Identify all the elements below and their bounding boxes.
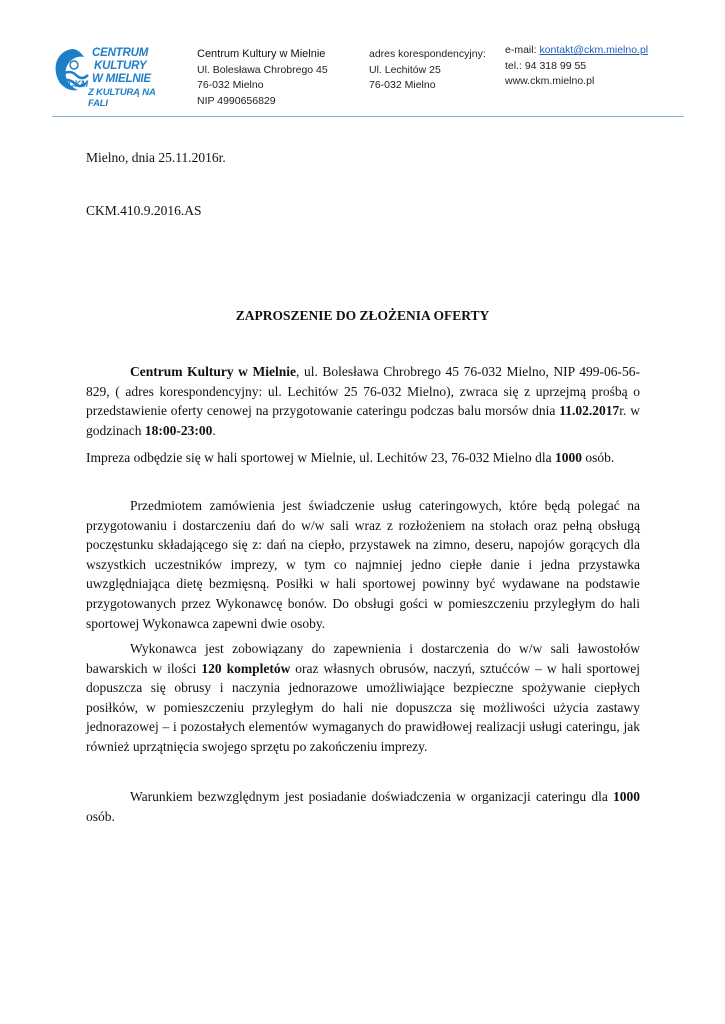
guest-count: 1000: [555, 450, 583, 465]
org-name-bold: Centrum Kultury w Mielnie: [130, 364, 296, 379]
org-street: Ul. Bolesława Chrobrego 45: [197, 63, 328, 76]
logo-slogan: Z KULTURĄ NA FALI: [88, 87, 156, 109]
email-line: [505, 43, 648, 59]
org-address: [197, 47, 328, 109]
corr-city: 76-032 Mielno: [369, 79, 436, 91]
email-link[interactable]: kontakt@ckm.mielno.pl: [539, 44, 649, 56]
experience-count: 1000: [613, 789, 640, 804]
logo-line-3: W MIELNIE: [92, 73, 151, 85]
paragraph-5-text-2: osób.: [86, 808, 115, 824]
email-label: e-mail:: [505, 44, 540, 56]
org-name: Centrum Kultury w Mielnie: [197, 48, 326, 60]
paragraph-4: [86, 639, 640, 757]
contact-info: [505, 43, 648, 90]
corr-street: Ul. Lechitów 25: [369, 63, 441, 76]
paragraph-4-text-2: oraz własnych obrusów, naczyń, sztućców – w hali sportowej dopuszcza się obrusy i naczynia jednorazowe umożliwiające bezpieczne spożywanie ciepłych posiłków, w pomieszczeniu przyległym do hali nie dopuszcza się możliwości użycia zastawy jednorazowej – i pozostałych elementów wymaganych do prawidłowej realizacji usługi cateringu, jak również uprzątnięcia swojego sprzętu po zakończeniu imprezy.: [86, 660, 640, 754]
event-date: 11.02.2017: [559, 403, 620, 419]
paragraph-2-text-2: osób.: [582, 450, 615, 465]
org-nip: NIP 4990656829: [197, 94, 276, 107]
phone: tel.: 94 318 99 55: [505, 59, 587, 72]
set-count: 120 kompletów: [201, 660, 291, 676]
website: www.ckm.mielno.pl: [505, 75, 595, 87]
paragraph-3: Przedmiotem zamówienia jest świadczenie usług cateringowych, które będą polegać na przygotowaniu i dostarczeniu dań do w/w sali wraz z rozłożeniem na stołach oraz pełną obsługą poczęstunku składającego się z: dań na ciepło, przystawek na zimno, deseru, napojów gorących dla wszystkich uczestników imprezy, w tym co najmniej jedno ciepłe danie i jedna przystawka uwzględniająca dietę bezmięsną. Posiłki w hali sportowej powinny być wydawane na podstawie przygotowanych przez Wykonawcę bonów. Do obsługi gości w pomieszczeniu przyległym do hali sportowej Wykonawca zapewni dwie osoby.: [86, 498, 640, 631]
logo-line-2: KULTURY: [94, 60, 147, 72]
org-city: 76-032 Mielno: [197, 79, 264, 91]
paragraph-5-text-1: Warunkiem bezwzględnym jest posiadanie doświadczenia w organizacji cateringu dla: [130, 789, 613, 804]
paragraph-5: [86, 787, 640, 826]
paragraph-1-text-3: .: [212, 422, 216, 438]
paragraph-2: [86, 448, 640, 468]
logo-mark: CKM: [68, 79, 88, 89]
header-divider: [52, 116, 684, 117]
paragraph-1-text-2: r. w godzinach: [86, 403, 640, 438]
document-date: Mielno, dnia 25.11.2016r.: [86, 150, 226, 165]
correspondence-address: [369, 47, 486, 94]
document-title: ZAPROSZENIE DO ZŁOŻENIA OFERTY: [235, 308, 490, 323]
corr-label: adres korespondencyjny:: [369, 48, 486, 60]
document-reference: CKM.410.9.2016.AS: [86, 203, 202, 218]
paragraph-1: [86, 362, 640, 440]
paragraph-4-text-1: Wykonawca jest zobowiązany do zapewnienia i dostarczenia do w/w sali ławostołów bawarskich w ilości: [86, 641, 640, 676]
logo: [52, 43, 172, 109]
paragraph-2-text-1: Impreza odbędzie się w hali sportowej w Mielnie, ul. Lechitów 23, 76-032 Mielno dla: [86, 450, 556, 465]
logo-line-1: CENTRUM: [92, 47, 149, 59]
event-hours: 18:00-23:00: [144, 422, 213, 438]
paragraph-1-text-1: , ul. Bolesława Chrobrego 45 76-032 Mielno, NIP 499-06-56-829, ( adres korespondencyjny: ul. Lechitów 25 76-032 Mielno), zwraca się z uprzejmą prośbą o przedstawienie oferty cenowej na przygotowanie cateringu podczas balu morsów dnia: [86, 364, 640, 419]
